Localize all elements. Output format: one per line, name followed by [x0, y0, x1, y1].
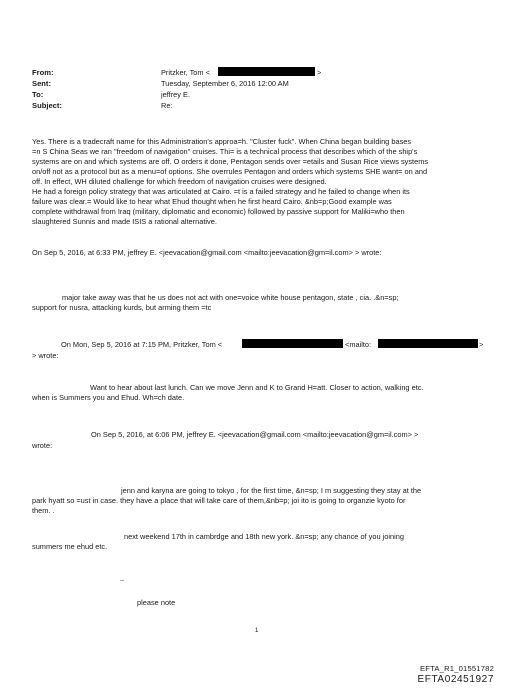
subject-label: Subject:: [32, 101, 62, 110]
reply-line: failure was clear.= Would like to hear what Ehud thought when he first heard Cairo. &nb=p;Good example was: [32, 197, 392, 206]
reply-line: Yes. There is a tradecraft name for this Administration's approa=h. "Cluster fuck". When China began building bases: [32, 137, 412, 146]
quote-header: On Mon, Sep 5, 2016 at 7:15 PM, Pritzker, Tom <: [61, 340, 223, 349]
reply-line: slaughtered Sunnis and made ISIS a rational alternative.: [32, 217, 217, 226]
quoted-message: [32, 383, 424, 403]
quote-mailto: <mailto:: [345, 340, 372, 349]
bates-id-primary: EFTA_R1_01551782: [420, 664, 494, 673]
quoted-line: jenn and karyna are going to tokyo , for the first time, &n=sp; I m suggesting they stay at the: [121, 486, 422, 495]
quoted-message: [32, 486, 421, 516]
quoted-line: them. .: [32, 506, 55, 515]
from-label: From:: [32, 68, 54, 77]
redaction-box: [378, 339, 478, 348]
reply-line: complete withdrawal from Iraq (military, diplomatic and economic) followed by passive support for Maliki=who then: [32, 207, 405, 216]
reply-line: on/off not as a protocol but as a menu=of options. She overrules Pentagon and orders which systems SHE want= on and: [32, 167, 428, 176]
redaction-box: [218, 67, 315, 76]
quoted-line: when is Summers you and Ehud. Wh=ch date.: [32, 393, 185, 402]
from-value: Pritzker, Tom <: [161, 68, 210, 77]
signature-note: please note: [137, 598, 176, 607]
quoted-line: next weekend 17th in cambrdge and 18th new york. &n=sp; any chance of you joining: [124, 532, 404, 541]
sent-value: Tuesday, September 6, 2016 12:00 AM: [161, 79, 289, 88]
signature-dash: --: [120, 578, 124, 584]
reply-line: He had a foreign policy strategy that was articulated at Cairo. =t is a failed strategy and he failed to change when its: [32, 187, 410, 196]
redaction-box: [242, 339, 343, 348]
quoted-line: support for nusra, attacking kurds, but arming them =tc: [32, 303, 212, 312]
quoted-line: Want to hear about last lunch. Can we move Jenn and K to Grand H=att. Closer to action, walking etc.: [90, 383, 424, 392]
from-close: >: [317, 68, 322, 77]
quoted-line: major take away was that he us does not act with one=voice white house pentagon, state , cia. .&n=sp;: [62, 293, 399, 302]
reply-line: =n S China Seas we ran "freedom of navigation" cruises. Thi= is a technical process that describes which of the ship's: [32, 147, 418, 156]
reply-line: systems are on and which systems are off. O orders it done, Pentagon sends over =etails and Susan Rice views systems: [32, 157, 429, 166]
to-label: To:: [32, 90, 44, 99]
quote-wrote: wrote:: [32, 441, 53, 450]
quoted-line: park hyatt so =ust in case. they have a place that will take care of them,&nb=p; joi ito is going to organzie kyoto for: [32, 496, 406, 505]
subject-value: Re:: [161, 101, 173, 110]
quote-header: On Sep 5, 2016, at 6:06 PM, jeffrey E. <jeevacation@gmail.com <mailto:jeevacation@gm=il.com> >: [91, 430, 419, 439]
page-number: 1: [255, 628, 259, 634]
quote-wrote: > wrote:: [32, 351, 59, 360]
bates-id-secondary: EFTA02451927: [417, 674, 494, 685]
quoted-line: summers me ehud etc.: [32, 542, 108, 551]
quoted-message: [32, 532, 404, 552]
quoted-message: [32, 293, 398, 313]
reply-line: off. In effect, WH diluted challenge for which freedom of navigation cruises were designed.: [32, 177, 327, 186]
sent-label: Sent:: [32, 79, 51, 88]
quote-header: On Sep 5, 2016, at 6:33 PM, jeffrey E. <jeevacation@gmail.com <mailto:jeevacation@gm=il.com> > wrote:: [32, 248, 382, 257]
to-value: jeffrey E.: [161, 90, 191, 99]
quote-close: >: [479, 340, 484, 349]
reply-paragraph: [32, 137, 428, 227]
